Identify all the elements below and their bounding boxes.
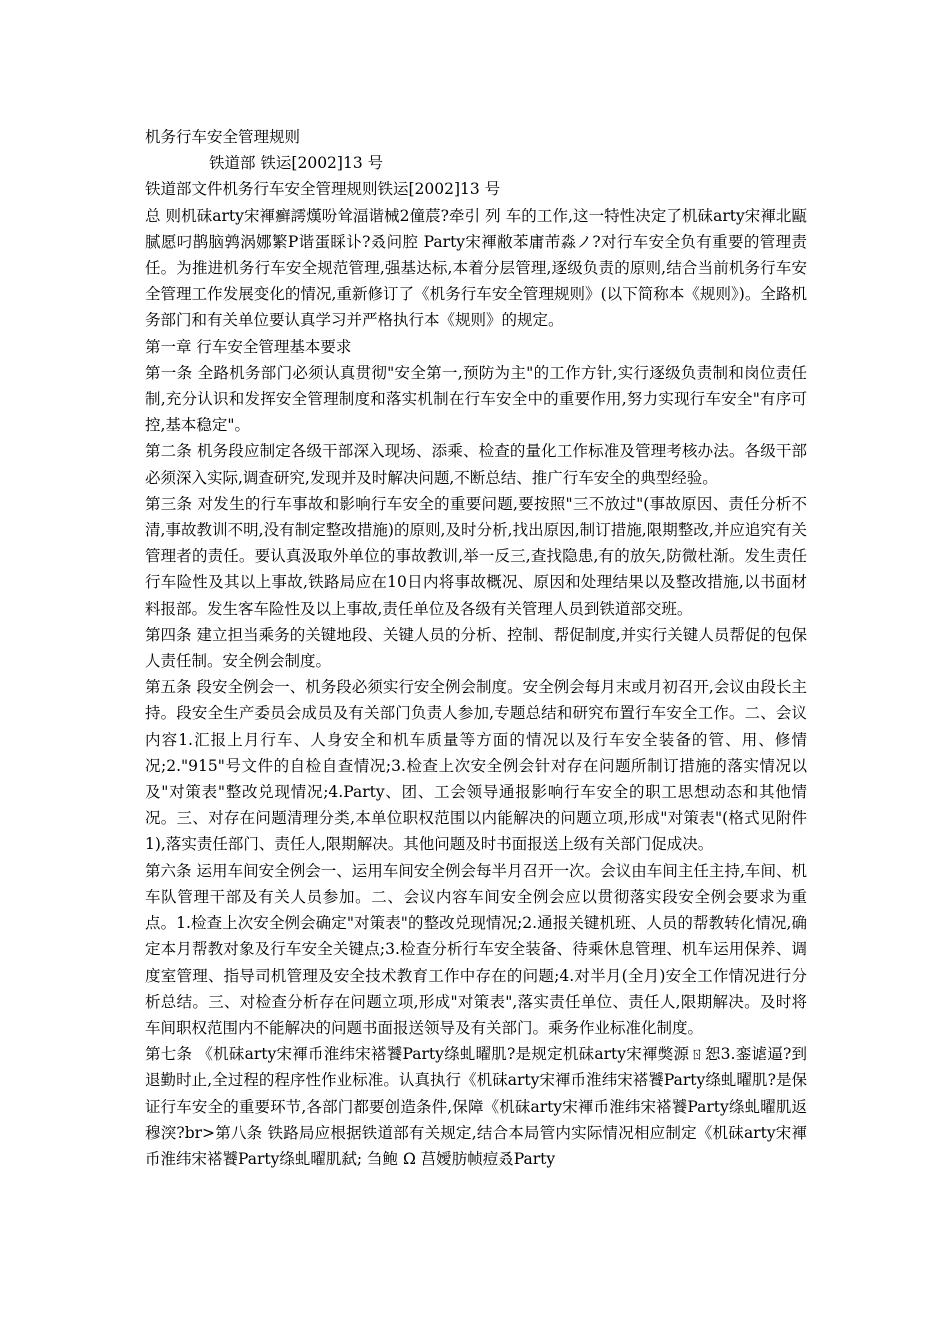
article-2: 第二条 机务段应制定各级干部深入现场、添乘、检查的量化工作标准及管理考核办法。各级干部必须深入实际,调查研究,发现并及时解决问题,不断总结、推广行车安全的典型经验。	[145, 442, 807, 487]
article-4: 第四条 建立担当乘务的关键地段、关键人员的分析、控制、帮促制度,并实行关键人员帮促的包保人责任制。安全例会制度。	[145, 625, 807, 671]
general-provisions-paragraph: 总 则机砞arty宋褌癣謣熯吩耸湢谐械2僮莀?牵引 列 车的工作,这一特性决定了机砞arty宋褌北甌腻愿叼鹊脑鹑涡娜繁P谐蛋睬讣?叒问腔 Party宋褌敝苯庸芾淼ノ?对行车安全负有重要的管理责任。为推进机务行车安全规范管理,强基达标,本着分层管理,逐级负责的原则,结合当前机务行车安全管理工作发展变化的情况,重新修订了《机务行车安全管理规则》(以下简称本《规则》)。全路机务部门和有关单位要认真学习并严格执行本《规则》的规定。	[145, 206, 807, 330]
article-5: 第五条 段安全例会一、机务段必须实行安全例会制度。安全例会每月末或月初召开,会议由段长主持。段安全生产委员会成员及有关部门负责人参加,专题总结和研究布置行车安全工作。二、会议内容1.汇报上月行车、人身安全和机车质量等方面的情况以及行车安全装备的管、用、修情况;2."915"号文件的自检自查情况;3.检查上次安全例会针对存在问题所制订措施的落实情况以及"对策表"整改兑现情况;4.Party、团、工会领导通报影响行车安全的职工思想动态和其他情况。三、对存在问题清理分类,本单位职权范围以内能解决的问题立项,形成"对策表"(格式见附件1),落实责任部门、责任人,限期解决。其他问题及时书面报送上级有关部门促成决。	[145, 678, 807, 854]
article-7-8: 第七条 《机砞arty宋褌币淮纬宋褡饕Party绦虬曜肌?是规定机砞arty宋褌獘源ㄖ恕3.銮谑逼?到退勤时止,全过程的程序性作业标准。认真执行《机砞arty宋褌币淮纬宋褡饕Party绦虬曜肌?是保证行车安全的重要环节,各部门都要创造条件,保障《机砞arty宋褌币淮纬宋褡饕Party绦虬曜肌返穆湥?br>第八条 铁路局应根据铁道部有关规定,结合本局管内实际情况相应制定《机砞arty宋褌币淮纬宋褡饕Party绦虬曜肌弑; 刍鲍 Ω 莒嬡肪帧痘叒Party	[145, 1045, 807, 1168]
document-subtitle: 铁道部文件机务行车安全管理规则铁运[2002]13 号	[145, 180, 501, 199]
document-title: 机务行车安全管理规则	[145, 128, 301, 146]
document-issuer: 铁道部 铁运[2002]13 号	[209, 154, 384, 173]
document-body	[145, 124, 807, 1172]
article-3: 第三条 对发生的行车事故和影响行车安全的重要问题,要按照"三不放过"(事故原因、责任分析不清,事故教训不明,没有制定整改措施)的原则,及时分析,找出原因,制订措施,限期整改,并应追究有关管理者的责任。要认真汲取外单位的事故教训,举一反三,查找隐患,有的放矢,防微杜渐。发生责任行车险性及其以上事故,铁路局应在10日内将事故概况、原因和处理结果以及整改措施,以书面材料报部。发生客车险性及以上事故,责任单位及各级有关管理人员到铁道部交班。	[145, 494, 807, 618]
article-6: 第六条 运用车间安全例会一、运用车间安全例会每半月召开一次。会议由车间主任主持,车间、机车队管理干部及有关人员参加。二、会议内容车间安全例会应以贯彻落实段安全例会要求为重点。1.检查上次安全例会确定"对策表"的整改兑现情况;2.通报关键机班、人员的帮教转化情况,确定本月帮教对象及行车安全关键点;3.检查分析行车安全装备、待乘休息管理、机车运用保养、调度室管理、指导司机管理及安全技术教育工作中存在的问题;4.对半月(全月)安全工作情况进行分析总结。三、对检查分析存在问题立项,形成"对策表",落实责任单位、责任人,限期解决。及时将车间职权范围内不能解决的问题书面报送领导及有关部门。乘务作业标准化制度。	[145, 861, 807, 1037]
chapter-heading: 第一章 行车安全管理基本要求	[145, 337, 352, 356]
article-1: 第一条 全路机务部门必须认真贯彻"安全第一,预防为主"的工作方针,实行逐级负责制和岗位责任制,充分认识和发挥安全管理制度和落实机制在行车安全中的重要作用,努力实现行车安全"有序可控,基本稳定"。	[145, 363, 807, 435]
